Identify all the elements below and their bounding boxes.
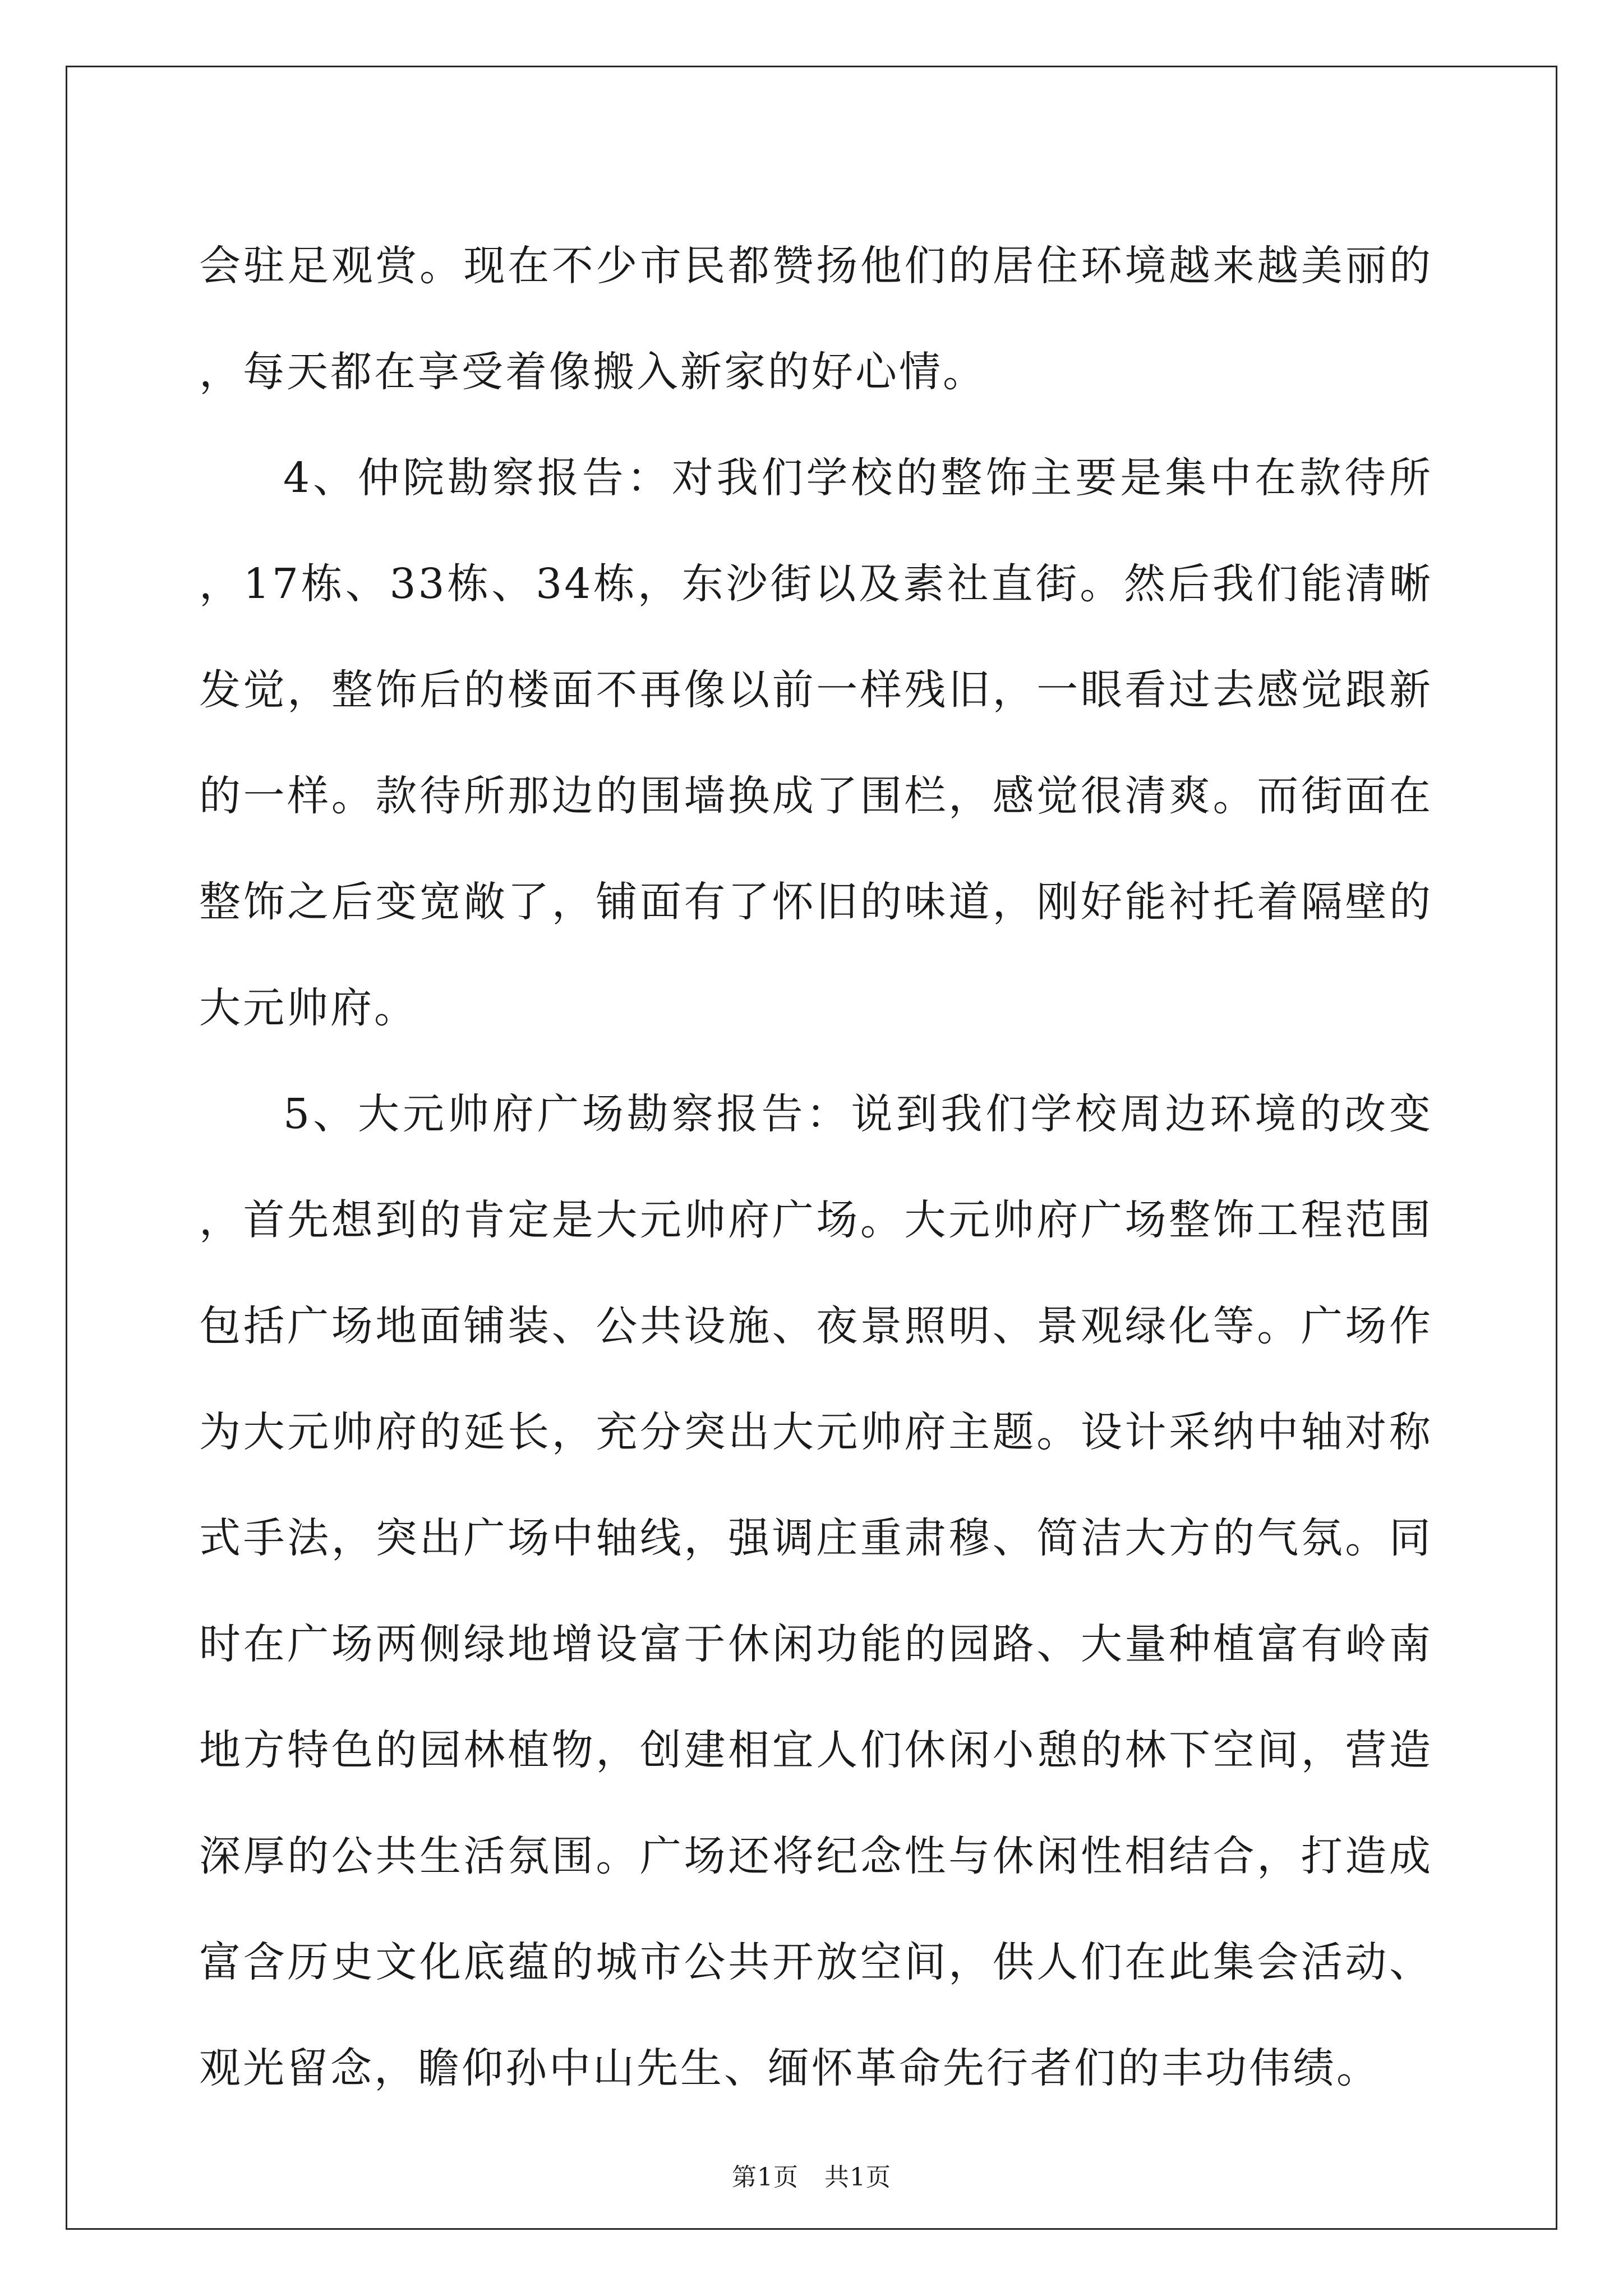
page-total: 共1页 (824, 2163, 891, 2192)
page-number: 第1页 (732, 2163, 799, 2192)
page-footer (0, 2161, 1623, 2194)
document-body (199, 213, 1433, 2122)
paragraph-item-5: 5、大元帅府广场勘察报告：说到我们学校周边环境的改变，首先想到的肯定是大元帅府广场。大元帅府广场整饰工程范围包括广场地面铺装、公共设施、夜景照明、景观绿化等。广场作为大元帅府的延长，充分突出大元帅府主题。设计采纳中轴对称式手法，突出广场中轴线，强调庄重肃穆、简洁大方的气氛。同时在广场两侧绿地增设富于休闲功能的园路、大量种植富有岭南地方特色的园林植物，创建相宜人们休闲小憩的林下空间，营造深厚的公共生活氛围。广场还将纪念性与休闲性相结合，打造成富含历史文化底蕴的城市公共开放空间，供人们在此集会活动、观光留念，瞻仰孙中山先生、缅怀革命先行者们的丰功伟绩。 (199, 1090, 1433, 2092)
paragraph-item-4: 4、仲院勘察报告：对我们学校的整饰主要是集中在款待所，17栋、33栋、34栋，东沙街以及素社直街。然后我们能清晰发觉，整饰后的楼面不再像以前一样残旧，一眼看过去感觉跟新的一样。款待所那边的围墙换成了围栏，感觉很清爽。而街面在整饰之后变宽敞了，铺面有了怀旧的味道，刚好能衬托着隔壁的大元帅府。 (199, 454, 1433, 1032)
paragraph-continuation: 会驻足观赏。现在不少市民都赞扬他们的居住环境越来越美丽的，每天都在享受着像搬入新家的好心情。 (199, 242, 1433, 396)
